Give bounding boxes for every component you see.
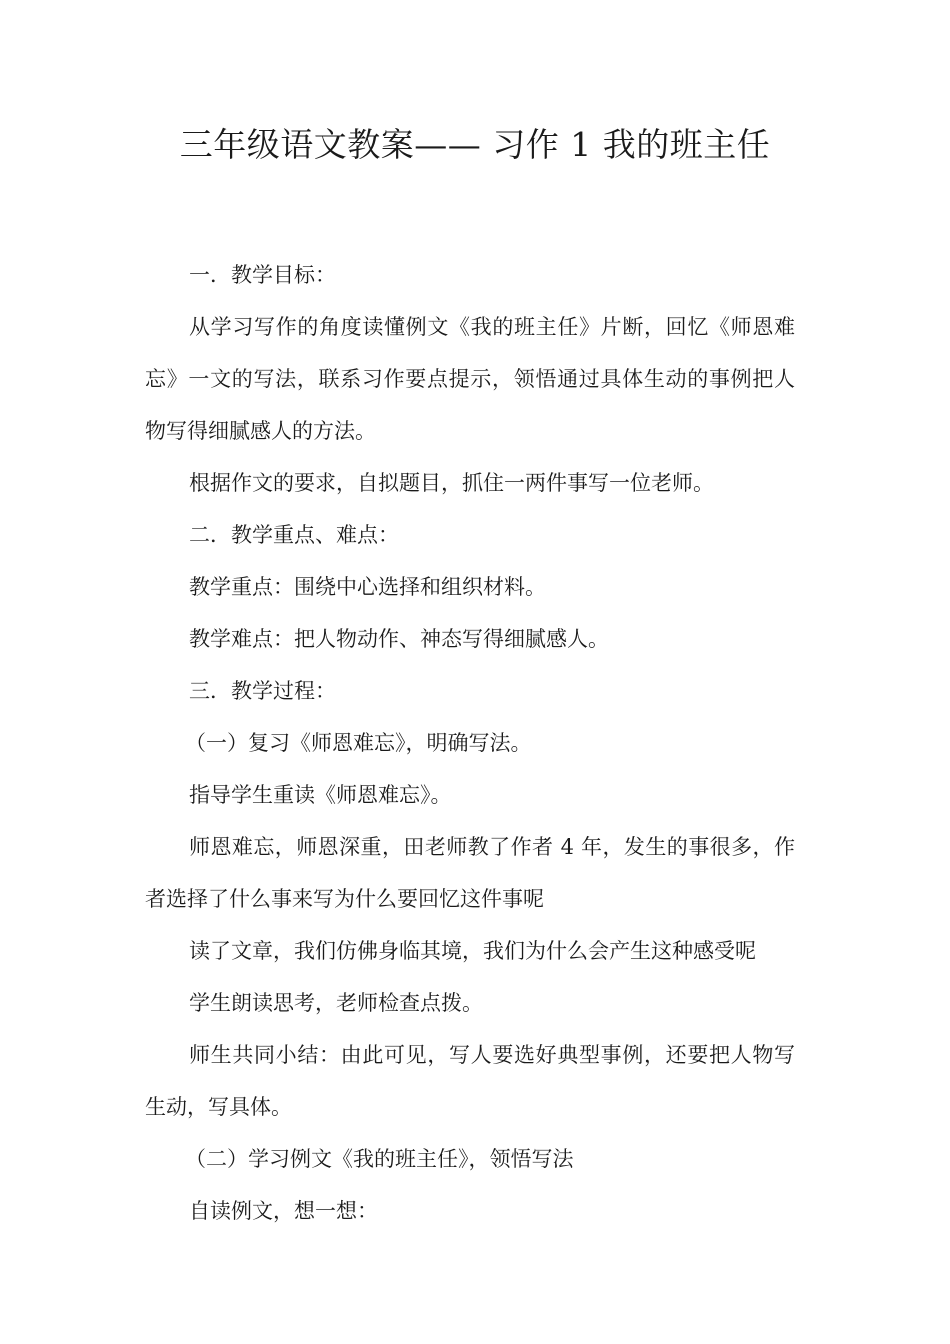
paragraph: 读了文章，我们仿佛身临其境，我们为什么会产生这种感受呢 — [189, 939, 756, 963]
paragraph: 指导学生重读《师恩难忘》。 — [189, 783, 452, 807]
document-body — [145, 249, 795, 1237]
section-heading-process: 三．教学过程： — [189, 679, 336, 703]
paragraph: 自读例文，想一想： — [189, 1199, 378, 1223]
subsection-heading: （二）学习例文《我的班主任》，领悟写法 — [185, 1147, 574, 1171]
paragraph: 师恩难忘，师恩深重，田老师教了作者 4 年，发生的事很多，作者选择了什么事来写为什么要回忆这件事呢 — [145, 835, 795, 911]
document-title: 三年级语文教案—— 习作 1 我的班主任 — [179, 125, 771, 164]
subsection-heading: （一）复习《师恩难忘》，明确写法。 — [185, 731, 532, 755]
section-heading-key-points: 二．教学重点、难点： — [189, 523, 399, 547]
paragraph: 根据作文的要求，自拟题目，抓住一两件事写一位老师。 — [189, 471, 714, 495]
paragraph: 学生朗读思考，老师检查点拨。 — [189, 991, 483, 1015]
section-heading-objectives: 一．教学目标： — [189, 263, 336, 287]
paragraph: 教学难点：把人物动作、神态写得细腻感人。 — [189, 627, 609, 651]
paragraph: 师生共同小结：由此可见，写人要选好典型事例，还要把人物写生动，写具体。 — [145, 1043, 795, 1119]
paragraph: 教学重点：围绕中心选择和组织材料。 — [189, 575, 546, 599]
paragraph: 从学习写作的角度读懂例文《我的班主任》片断，回忆《师恩难忘》一文的写法，联系习作要点提示，领悟通过具体生动的事例把人物写得细腻感人的方法。 — [145, 315, 795, 443]
